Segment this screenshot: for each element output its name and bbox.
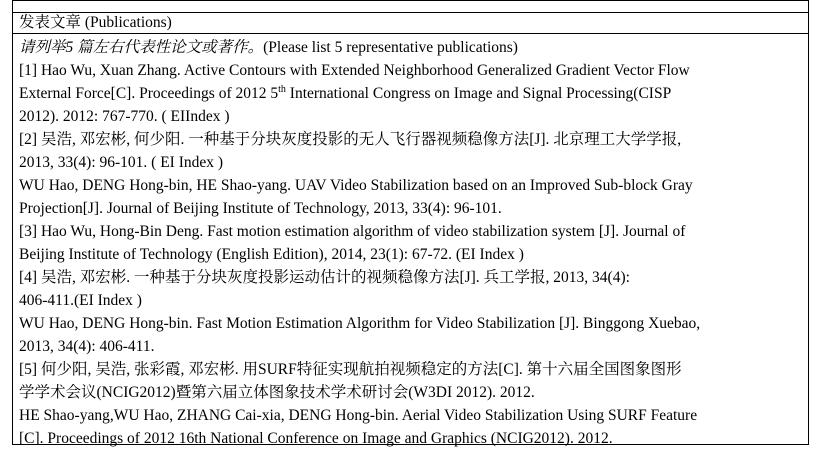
pub-3-line-1: [3] Hao Wu, Hong-Bin Deng. Fast motion estimation algorithm of video stabilization system [J]. Journal of (19, 223, 686, 240)
pub-1-line-2b: International Congress on Image and Signal Processing(CISP (285, 85, 672, 102)
pub-2-line-4: Projection[J]. Journal of Beijing Institute of Technology, 2013, 33(4): 96-101. (19, 200, 502, 217)
pub-5-line-2: 学学术会议(NCIG2012)暨第六届立体图象技术学术研讨会(W3DI 2012). 2012. (19, 384, 535, 401)
pub-4-line-3: WU Hao, DENG Hong-bin. Fast Motion Estimation Algorithm for Video Stabilization [J]. Binggong Xuebao, (19, 315, 701, 332)
pub-5-line-3: HE Shao-yang,WU Hao, ZHANG Cai-xia, DENG Hong-bin. Aerial Video Stabilization Using SURF Feature (19, 407, 698, 424)
pub-2-line-3: WU Hao, DENG Hong-bin, HE Shao-yang. UAV Video Stabilization based on an Improved Sub-block Gray (19, 177, 693, 194)
pub-2-line-1: [2] 吴浩, 邓宏彬, 何少阳. 一种基于分块灰度投影的无人飞行器视频稳像方法[J]. 北京理工大学学报, (19, 131, 682, 148)
publications-table (12, 0, 809, 445)
pub-1-line-2a: External Force[C]. Proceedings of 2012 5 (19, 85, 279, 102)
section-header (13, 12, 808, 34)
intro-zh: 请列举5 篇左右代表性论文或著作。 (19, 39, 264, 56)
intro-line (19, 36, 804, 59)
pub-4-line-4: 2013, 34(4): 406-411. (19, 338, 155, 355)
section-title: 发表文章 (Publications) (19, 14, 172, 31)
pub-1-superscript: th (278, 84, 286, 95)
pub-1-line-1: [1] Hao Wu, Xuan Zhang. Active Contours with Extended Neighborhood Generalized Gradient Vector Flow (19, 62, 690, 79)
intro-en: (Please list 5 representative publications) (263, 39, 518, 56)
pub-1-line-2 (19, 82, 804, 105)
pub-5-line-1: [5] 何少阳, 吴浩, 张彩霞, 邓宏彬. 用SURF特征实现航拍视频稳定的方法[C]. 第十六届全国图象图形 (19, 361, 682, 378)
pub-4-line-1: [4] 吴浩, 邓宏彬. 一种基于分块灰度投影运动估计的视频稳像方法[J]. 兵工学报, 2013, 34(4): (19, 269, 630, 286)
pub-1-line-3: 2012). 2012: 767-770. ( EIIndex ) (19, 108, 230, 125)
pub-4-line-2: 406-411.(EI Index ) (19, 292, 142, 309)
pub-5-line-4: [C]. Proceedings of 2012 16th National Conference on Image and Graphics (NCIG2012). 2012. (19, 430, 613, 447)
pub-3-line-2: Beijing Institute of Technology (English Edition), 2014, 23(1): 67-72. (EI Index ) (19, 246, 524, 263)
pub-2-line-2: 2013, 33(4): 96-101. ( EI Index ) (19, 154, 224, 171)
publications-body (19, 36, 804, 450)
